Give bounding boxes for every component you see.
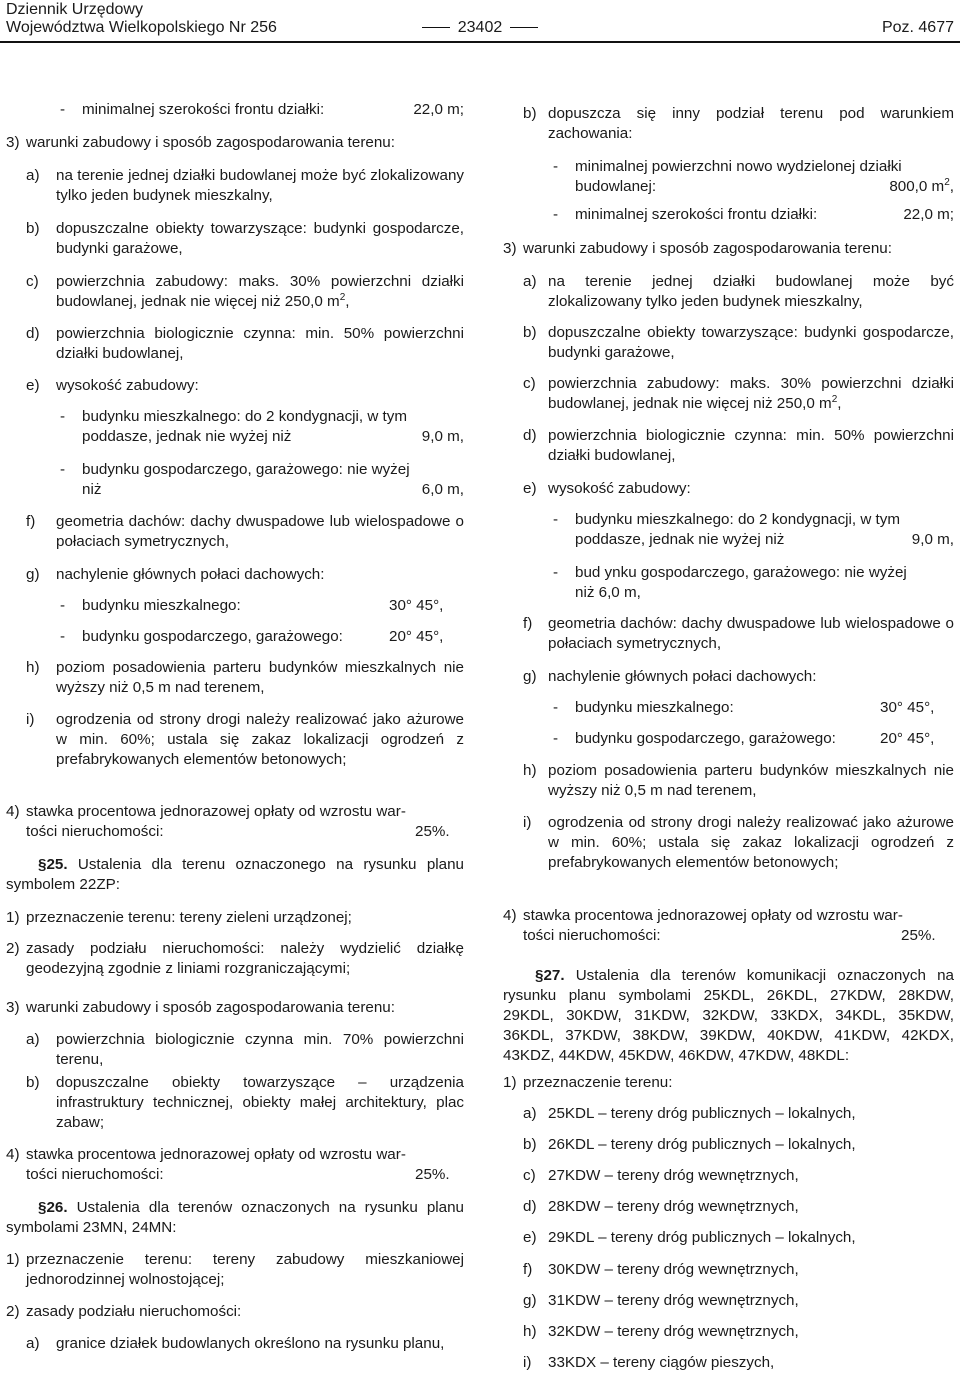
list-item: 1) przeznaczenie terenu: tereny zieleni urządzonej; [6,909,352,926]
list-item: - minimalnej szerokości frontu działki: 22,0 m; [553,206,954,223]
list-item: 4) stawka procentowa jednorazowej opłaty od wzrostu war- tości nieruchomości: 25%. [503,907,936,944]
list-item: h) poziom posadowienia parteru budynków mieszkalnych nie wyższy niż 0,5 m nad terenem, [26,659,464,696]
list-item: a) powierzchnia biologicznie czynna min. 70% powierzchni terenu, [26,1031,464,1068]
list-item: i) ogrodzenia od strony drogi należy realizować jako ażurowe w min. 60%; ustala się zakaz lokalizacji ogrodzeń z prefabrykowanych elementów betonowych; [523,814,954,871]
list-item: 3) warunki zabudowy i sposób zagospodarowania terenu: [6,999,395,1016]
list-item: d) 28KDW – tereny dróg wewnętrznych, [523,1198,799,1215]
list-item: a) 25KDL – tereny dróg publicznych – lokalnych, [523,1105,856,1122]
list-item: 2) zasady podziału nieruchomości: należy wydzielić działkę geodezyjną zgodnie z liniami rozgraniczającymi; [6,940,464,977]
list-item: b) 26KDL – tereny dróg publicznych – lokalnych, [523,1136,856,1153]
list-item: - budynku gospodarczego, garażowego: nie wyżej niż 6,0 m, [60,461,464,498]
list-item: c) powierzchnia zabudowy: maks. 30% powierzchni działki budowlanej, jednak nie więcej niż 250,0 $m^2$, [523,375,954,412]
list-item: 4) stawka procentowa jednorazowej opłaty od wzrostu war- tości nieruchomości: 25%. [6,1146,450,1183]
journal-issue: Województwa Wielkopolskiego Nr 256 [6,19,277,36]
list-item: e) 29KDL – tereny dróg publicznych – lokalnych, [523,1229,856,1246]
list-item: a) na terenie jednej działki budowlanej może być zlokalizowany tylko jeden budynek mieszkalny, [523,273,954,310]
list-item: - budynku mieszkalnego: 30° 45°, [553,699,935,716]
list-item: - bud ynku gospodarczego, garażowego: nie wyżej niż 6,0 m, [553,564,907,601]
list-item: - budynku gospodarczego, garażowego: 20° 45°, [553,730,935,747]
list-item: 1) przeznaczenie terenu: tereny zabudowy mieszkaniowej jednorodzinnej wolnostojącej; [6,1251,464,1288]
list-item: b) dopuszcza się inny podział terenu pod warunkiem zachowania: [523,105,954,142]
list-item: b) dopuszczalne obiekty towarzyszące: budynki gospodarcze, budynki garażowe, [523,324,954,361]
list-item: - budynku mieszkalnego: 30° 45°, [60,597,444,614]
page-header [0,0,960,44]
list-item: g) nachylenie głównych połaci dachowych: [26,566,325,583]
page-number: 23402 [0,18,960,38]
list-item: 3) warunki zabudowy i sposób zagospodarowania terenu: [6,134,395,151]
list-item: e) wysokość zabudowy: [26,377,199,394]
position-number: Poz. 4677 [881,19,954,36]
list-item: d) powierzchnia biologicznie czynna: min. 50% powierzchni działki budowlanej, [26,325,464,362]
list-item: b) dopuszczalne obiekty towarzyszące – urządzenia infrastruktury technicznej, obiekty małej architektury, plac zabaw; [26,1074,464,1131]
list-item: - minimalnej powierzchni nowo wydzielonej działki budowlanej: 800,0 $m^2$, [553,158,954,195]
header-rule [0,41,960,43]
list-item: - budynku mieszkalnego: do 2 kondygnacji, w tym poddasze, jednak nie wyżej niż 9,0 m, [60,408,464,445]
list-item: i) ogrodzenia od strony drogi należy realizować jako ażurowe w min. 60%; ustala się zakaz lokalizacji ogrodzeń z prefabrykowanych elementów betonowych; [26,711,464,768]
list-item: 3) warunki zabudowy i sposób zagospodarowania terenu: [503,240,892,257]
list-item: g) nachylenie głównych połaci dachowych: [523,668,817,685]
list-item: e) wysokość zabudowy: [523,480,691,497]
list-item: i) 33KDX – tereny ciągów pieszych, [523,1354,775,1371]
section-paragraph: §27. Ustalenia dla terenów komunikacji oznaczonych na rysunku planu symbolami 25KDL, 26KDL, 27KDW, 28KDW, 29KDL, 30KDW, 31KDW, 32KDW, 33KDX, 34KDL, 35KDW, 36KDL, 37KDW, 38KDW, 39KDW, 40KDW, 41KDW, 42KDX, 43KDZ, 44KDW, 45KDW, 46KDW, 47KDW, 48KDL: [503,967,954,1064]
list-item: g) 31KDW – tereny dróg wewnętrznych, [523,1292,799,1309]
list-item: f) 30KDW – tereny dróg wewnętrznych, [523,1261,799,1278]
list-item: f) geometria dachów: dachy dwuspadowe lub wielospadowe o połaciach symetrycznych, [26,513,464,550]
list-item: 1) przeznaczenie terenu: [503,1074,673,1091]
list-item: h) poziom posadowienia parteru budynków mieszkalnych nie wyższy niż 0,5 m nad terenem, [523,762,954,799]
list-item: - minimalnej szerokości frontu działki: 22,0 m; [60,101,464,118]
list-item: c) powierzchnia zabudowy: maks. 30% powierzchni działki budowlanej, jednak nie więcej niż 250,0 $m^2$, [26,273,464,310]
list-item: a) granice działek budowlanych określono na rysunku planu, [26,1335,445,1352]
list-item: - budynku gospodarczego, garażowego: 20° 45°, [60,628,444,645]
journal-title: Dziennik Urzędowy [6,1,143,18]
list-item: d) powierzchnia biologicznie czynna: min. 50% powierzchni działki budowlanej, [523,427,954,464]
list-item: h) 32KDW – tereny dróg wewnętrznych, [523,1323,799,1340]
list-item: c) 27KDW – tereny dróg wewnętrznych, [523,1167,799,1184]
list-item: b) dopuszczalne obiekty towarzyszące: budynki gospodarcze, budynki garażowe, [26,220,464,257]
section-paragraph: §25. Ustalenia dla terenu oznaczonego na rysunku planu symbolem 22ZP: [6,856,464,893]
section-paragraph: §26. Ustalenia dla terenów oznaczonych na rysunku planu symbolami 23MN, 24MN: [6,1199,464,1236]
list-item: a) na terenie jednej działki budowlanej może być zlokalizowany tylko jeden budynek mieszkalny, [26,167,464,204]
list-item: - budynku mieszkalnego: do 2 kondygnacji, w tym poddasze, jednak nie wyżej niż 9,0 m, [553,511,954,548]
list-item: 4) stawka procentowa jednorazowej opłaty od wzrostu war- tości nieruchomości: 25%. [6,803,450,840]
list-item: 2) zasady podziału nieruchomości: [6,1303,242,1320]
list-item: f) geometria dachów: dachy dwuspadowe lub wielospadowe o połaciach symetrycznych, [523,615,954,652]
